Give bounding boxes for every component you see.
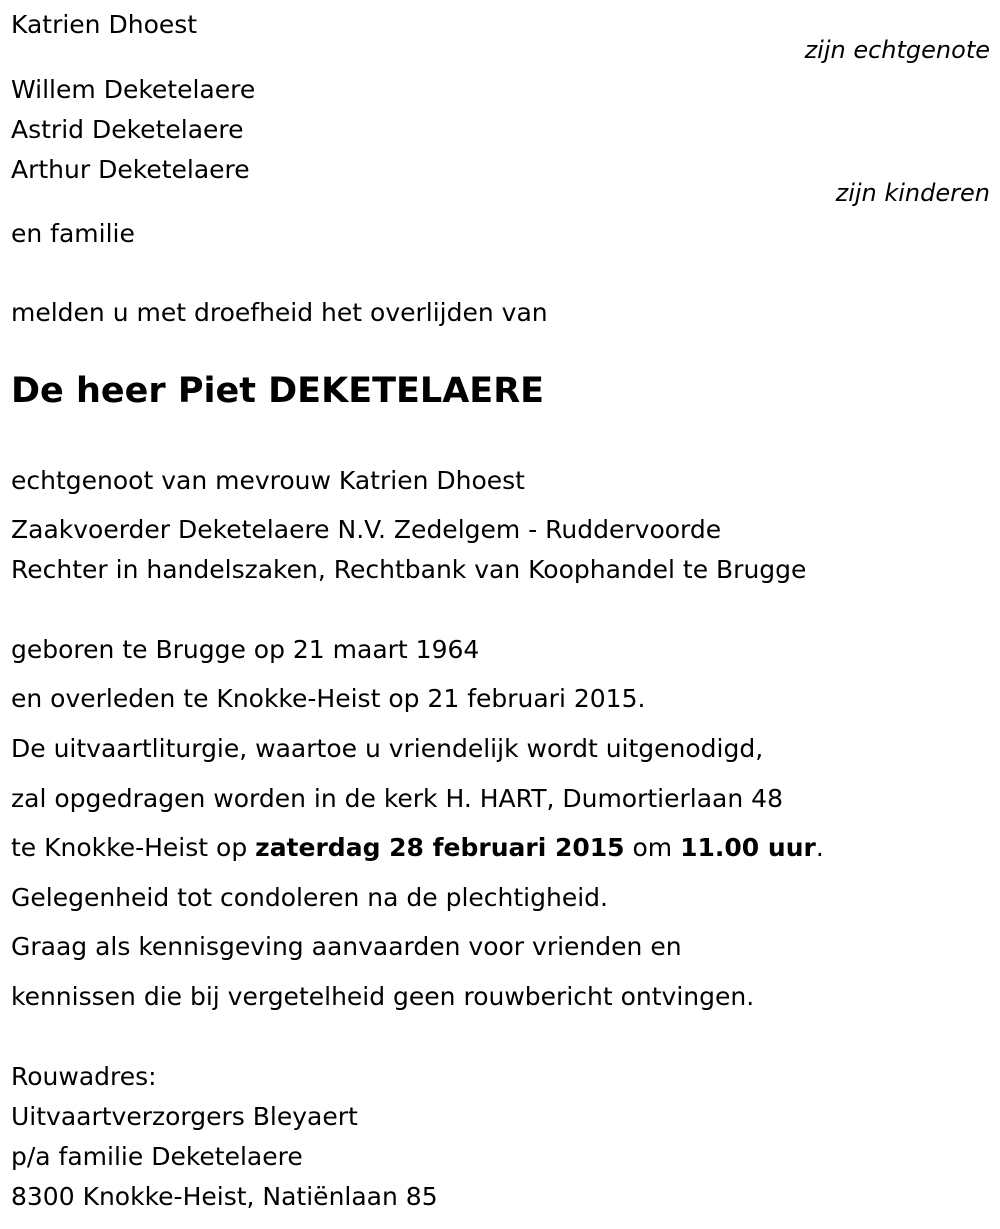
service-time: 11.00 uur <box>680 833 816 862</box>
born-line: geboren te Brugge op 21 maart 1964 <box>11 635 480 664</box>
condolences-line: Gelegenheid tot condoleren na de plechtigheid. <box>11 883 608 912</box>
spouse-of-line: echtgenoot van mevrouw Katrien Dhoest <box>11 466 525 495</box>
died-line: en overleden te Knokke-Heist op 21 februari 2015. <box>11 684 646 713</box>
address-line: 8300 Knokke-Heist, Natiënlaan 85 <box>11 1182 438 1211</box>
function-line: Zaakvoerder Deketelaere N.V. Zedelgem - Ruddervoorde <box>11 515 722 544</box>
service-date-prefix: te Knokke-Heist op <box>11 833 256 862</box>
church-line: zal opgedragen worden in de kerk H. HART, Dumortierlaan 48 <box>11 784 783 813</box>
service-date-line <box>11 835 824 860</box>
service-date: zaterdag 28 februari 2015 <box>255 833 625 862</box>
child-name: Willem Deketelaere <box>11 75 256 104</box>
address-line: Uitvaartverzorgers Bleyaert <box>11 1102 358 1131</box>
announcement-line: melden u met droefheid het overlijden van <box>11 298 548 327</box>
address-line: p/a familie Deketelaere <box>11 1142 303 1171</box>
child-name: Arthur Deketelaere <box>11 155 250 184</box>
spouse-role: zijn echtgenote <box>804 36 990 64</box>
service-line: De uitvaartliturgie, waartoe u vriendelijk wordt uitgenodigd, <box>11 734 764 763</box>
notice-line: Graag als kennisgeving aanvaarden voor vrienden en <box>11 932 682 961</box>
address-label: Rouwadres: <box>11 1062 157 1091</box>
service-date-mid: om <box>624 833 681 862</box>
notice-line: kennissen die bij vergetelheid geen rouwbericht ontvingen. <box>11 982 755 1011</box>
spouse-name: Katrien Dhoest <box>11 10 198 39</box>
deceased-name: De heer Piet DEKETELAERE <box>11 371 545 411</box>
function-line: Rechter in handelszaken, Rechtbank van Koophandel te Brugge <box>11 555 807 584</box>
relatives-line: en familie <box>11 219 135 248</box>
service-date-suffix: . <box>815 833 824 862</box>
child-name: Astrid Deketelaere <box>11 115 244 144</box>
children-role: zijn kinderen <box>835 179 990 207</box>
